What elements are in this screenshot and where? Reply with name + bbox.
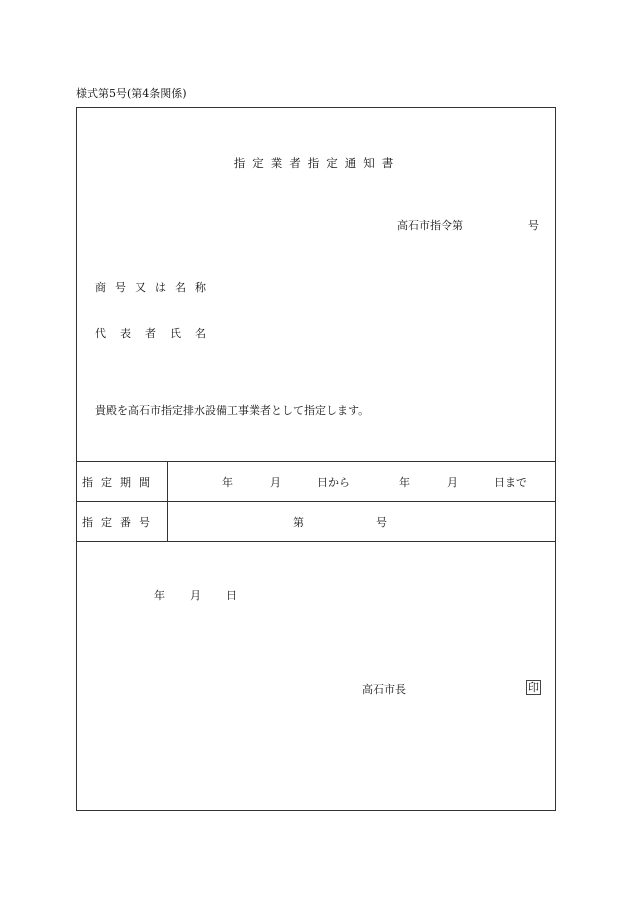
document-title: 指定業者指定通知書: [233, 156, 401, 170]
designation-number-prefix: 第: [293, 516, 304, 529]
designation-number-suffix: 号: [376, 516, 387, 529]
trade-name-label: 商号又は名称: [95, 281, 215, 294]
table-top-divider: [77, 461, 555, 462]
period-start-day: 日から: [317, 476, 350, 489]
table-middle-divider: [77, 501, 555, 502]
table-column-divider: [167, 461, 168, 541]
seal-mark: 印: [528, 681, 539, 694]
issuer-title: 高石市長: [362, 683, 406, 696]
designation-period-label: 指定期間: [82, 476, 158, 489]
period-end-year: 年: [399, 476, 410, 489]
issue-date-year: 年: [154, 589, 165, 602]
designation-number-label: 指定番号: [82, 516, 158, 529]
issue-date-day: 日: [226, 589, 237, 602]
table-bottom-divider: [77, 541, 555, 542]
period-start-month: 月: [270, 476, 281, 489]
notice-number-suffix: 号: [528, 219, 539, 232]
notice-number-prefix: 高石市指令第: [397, 219, 463, 232]
issue-date-month: 月: [190, 589, 201, 602]
form-number-label: 様式第5号(第4条関係): [76, 87, 187, 100]
period-end-month: 月: [447, 476, 458, 489]
representative-name-label: 代表者氏名: [95, 327, 220, 340]
designation-statement: 貴殿を高石市指定排水設備工事業者として指定します。: [95, 404, 370, 417]
notice-form-frame: [76, 107, 556, 811]
period-end-day: 日まで: [494, 476, 527, 489]
period-start-year: 年: [222, 476, 233, 489]
